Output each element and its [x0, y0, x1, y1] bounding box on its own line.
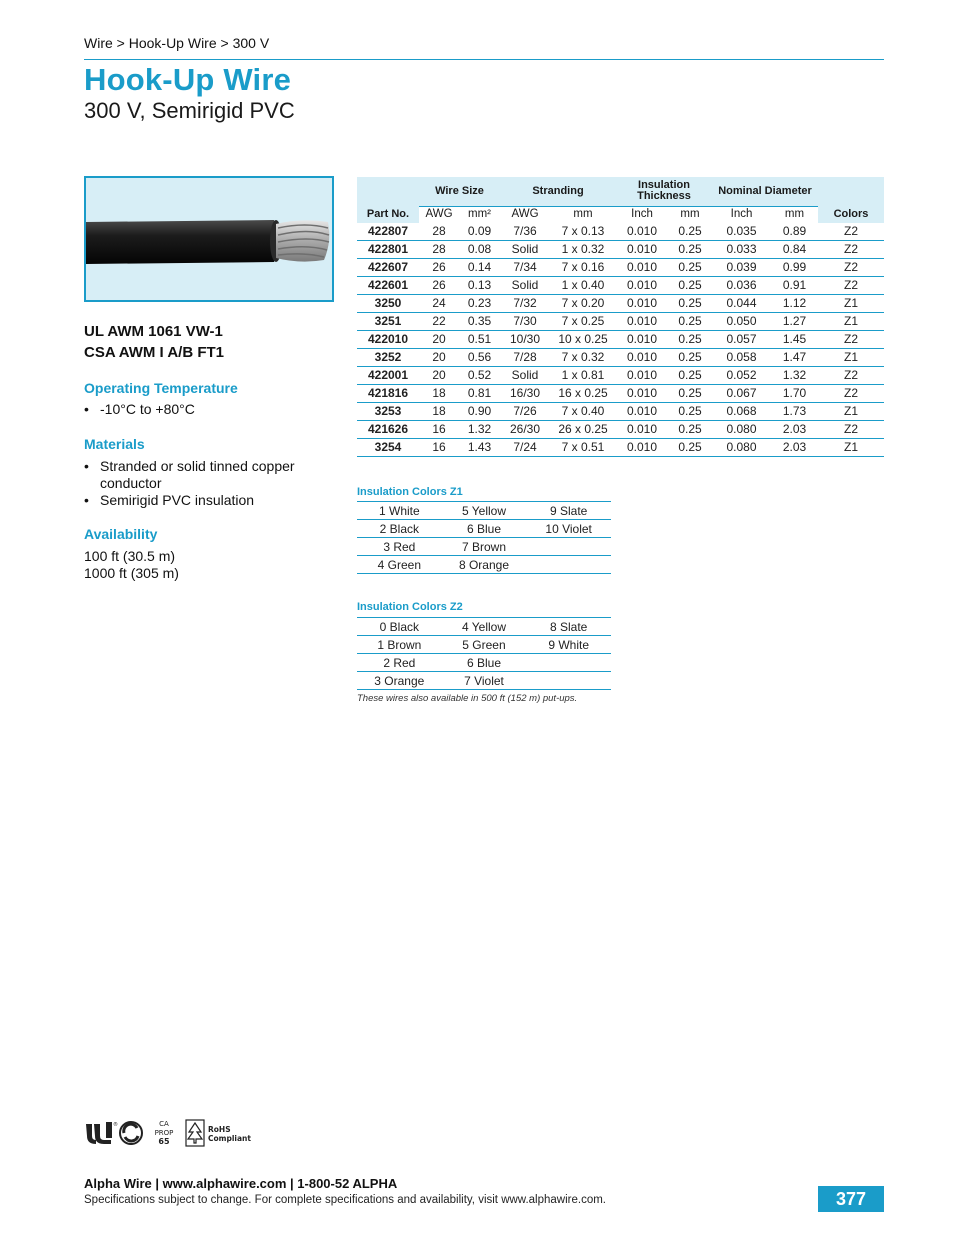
table-cell: 7/30 — [500, 312, 550, 330]
color-cell: 8 Slate — [526, 618, 611, 636]
table-cell: 7 x 0.13 — [550, 223, 616, 241]
table-cell: 20 — [419, 366, 459, 384]
table-cell: 10 x 0.25 — [550, 330, 616, 348]
table-cell: 0.13 — [459, 276, 500, 294]
header-nominal-diameter: Nominal Diameter — [712, 177, 818, 206]
table-cell: 0.25 — [668, 420, 712, 438]
table-cell: Z1 — [818, 438, 884, 456]
header-stranding: Stranding — [500, 177, 616, 206]
table-cell: 7/36 — [500, 223, 550, 241]
table-row — [357, 258, 884, 276]
table-cell: 0.010 — [616, 330, 668, 348]
table-cell: 0.25 — [668, 276, 712, 294]
table-cell: 0.035 — [712, 223, 771, 241]
table-cell: Z2 — [818, 330, 884, 348]
availability-heading: Availability — [84, 526, 158, 542]
table-cell: 0.25 — [668, 348, 712, 366]
availability-note: These wires also available in 500 ft (152 m) put-ups. — [357, 693, 578, 704]
table-row — [357, 538, 611, 556]
availability-line: 1000 ft (305 m) — [84, 565, 179, 581]
table-cell: 1 x 0.40 — [550, 276, 616, 294]
table-cell: 0.25 — [668, 402, 712, 420]
header-part-no: Part No. — [357, 177, 419, 223]
color-cell: 6 Blue — [442, 654, 527, 672]
table-cell: 16/30 — [500, 384, 550, 402]
table-cell: 7/28 — [500, 348, 550, 366]
color-cell: 8 Orange — [442, 556, 527, 574]
table-cell: 0.010 — [616, 240, 668, 258]
table-row — [357, 223, 884, 241]
table-cell: 0.84 — [771, 240, 818, 258]
table-cell: 0.51 — [459, 330, 500, 348]
table-cell: 0.35 — [459, 312, 500, 330]
color-cell: 2 Black — [357, 520, 442, 538]
table-cell: 0.010 — [616, 384, 668, 402]
color-cell: 1 White — [357, 502, 442, 520]
breadcrumb: Wire > Hook-Up Wire > 300 V — [84, 35, 270, 51]
table-cell: 0.25 — [668, 312, 712, 330]
color-cell — [526, 556, 611, 574]
materials-heading: Materials — [84, 436, 145, 452]
availability-list — [84, 548, 179, 582]
table-cell: 20 — [419, 330, 459, 348]
table-cell: 0.81 — [459, 384, 500, 402]
list-item: • Stranded or solid tinned copper conductor — [84, 458, 304, 492]
color-cell: 6 Blue — [442, 520, 527, 538]
table-row — [357, 294, 884, 312]
color-cell: 4 Yellow — [442, 618, 527, 636]
table-cell: 0.010 — [616, 348, 668, 366]
table-row — [357, 384, 884, 402]
part-number-cell: 3250 — [357, 294, 419, 312]
operating-temperature-heading: Operating Temperature — [84, 380, 238, 396]
table-cell: 0.052 — [712, 366, 771, 384]
table-cell: 20 — [419, 348, 459, 366]
colors-z2-table — [357, 617, 611, 690]
table-cell: 0.52 — [459, 366, 500, 384]
table-cell: 0.89 — [771, 223, 818, 241]
table-cell: 0.09 — [459, 223, 500, 241]
table-cell: 0.99 — [771, 258, 818, 276]
table-row — [357, 502, 611, 520]
csa-logo-icon — [120, 1122, 142, 1144]
colors-z2-heading: Insulation Colors Z2 — [357, 601, 463, 613]
table-cell: 0.23 — [459, 294, 500, 312]
table-cell: 0.25 — [668, 258, 712, 276]
spec-table-body — [357, 223, 884, 457]
color-cell: 3 Red — [357, 538, 442, 556]
table-cell: 16 x 0.25 — [550, 384, 616, 402]
table-row — [357, 636, 611, 654]
color-cell — [526, 654, 611, 672]
cert-ul: UL AWM 1061 VW-1 — [84, 323, 223, 340]
table-cell: 7 x 0.51 — [550, 438, 616, 456]
table-cell: 0.010 — [616, 258, 668, 276]
table-cell: Z2 — [818, 258, 884, 276]
table-cell: 2.03 — [771, 438, 818, 456]
color-cell: 7 Brown — [442, 538, 527, 556]
color-cell: 5 Green — [442, 636, 527, 654]
table-cell: 7 x 0.40 — [550, 402, 616, 420]
table-cell: Z2 — [818, 223, 884, 241]
ca-prop-text: PROP — [154, 1129, 174, 1137]
table-cell: 0.050 — [712, 312, 771, 330]
color-cell: 7 Violet — [442, 672, 527, 690]
part-number-cell: 422607 — [357, 258, 419, 276]
availability-line: 100 ft (30.5 m) — [84, 548, 176, 564]
table-row — [357, 520, 611, 538]
table-cell: Z2 — [818, 276, 884, 294]
table-cell: Z2 — [818, 384, 884, 402]
footer-contact: Alpha Wire | www.alphawire.com | 1-800-52 ALPHA — [84, 1176, 398, 1191]
table-cell: 0.010 — [616, 276, 668, 294]
color-cell — [526, 672, 611, 690]
table-cell: 7 x 0.16 — [550, 258, 616, 276]
unit-mm: mm — [771, 206, 818, 223]
table-cell: 0.14 — [459, 258, 500, 276]
page-subtitle: 300 V, Semirigid PVC — [84, 98, 295, 123]
table-cell: 7/26 — [500, 402, 550, 420]
table-row — [357, 618, 611, 636]
table-cell: 0.25 — [668, 330, 712, 348]
cert-csa: CSA AWM I A/B FT1 — [84, 344, 224, 361]
wire-product-image — [84, 176, 334, 302]
table-cell: 1.70 — [771, 384, 818, 402]
table-cell: 0.036 — [712, 276, 771, 294]
list-item: • Semirigid PVC insulation — [84, 492, 304, 509]
table-cell: 7 x 0.25 — [550, 312, 616, 330]
table-cell: 16 — [419, 438, 459, 456]
table-cell: 26/30 — [500, 420, 550, 438]
table-row — [357, 366, 884, 384]
table-cell: 22 — [419, 312, 459, 330]
table-cell: 0.068 — [712, 402, 771, 420]
part-number-cell: 3253 — [357, 402, 419, 420]
table-cell: 28 — [419, 223, 459, 241]
table-row — [357, 654, 611, 672]
table-cell: 0.067 — [712, 384, 771, 402]
unit-inch: Inch — [712, 206, 771, 223]
part-number-cell: 422010 — [357, 330, 419, 348]
table-cell: 7 x 0.32 — [550, 348, 616, 366]
part-number-cell: 3254 — [357, 438, 419, 456]
table-row — [357, 402, 884, 420]
table-cell: 1.32 — [771, 366, 818, 384]
unit-mm: mm — [550, 206, 616, 223]
table-cell: Z2 — [818, 420, 884, 438]
part-number-cell: 422801 — [357, 240, 419, 258]
table-cell: Z1 — [818, 294, 884, 312]
header-rule — [84, 59, 884, 60]
color-cell — [526, 538, 611, 556]
table-cell: 7 x 0.20 — [550, 294, 616, 312]
list-item: • -10°C to +80°C — [84, 401, 195, 418]
table-cell: 26 — [419, 276, 459, 294]
table-cell: 26 x 0.25 — [550, 420, 616, 438]
table-cell: 0.25 — [668, 223, 712, 241]
rohs-logo-icon — [186, 1120, 251, 1146]
footer-disclaimer: Specifications subject to change. For complete specifications and availability, visit www.alphawire.com. — [84, 1194, 607, 1206]
header-wire-size: Wire Size — [419, 177, 500, 206]
table-cell: 1.73 — [771, 402, 818, 420]
table-cell: Z1 — [818, 348, 884, 366]
rohs-text: RoHS — [208, 1125, 231, 1134]
table-row — [357, 330, 884, 348]
table-cell: 0.25 — [668, 438, 712, 456]
unit-inch: Inch — [616, 206, 668, 223]
table-cell: 0.010 — [616, 402, 668, 420]
certifications — [84, 321, 224, 363]
table-cell: 0.057 — [712, 330, 771, 348]
table-cell: 24 — [419, 294, 459, 312]
table-cell: 0.010 — [616, 438, 668, 456]
table-cell: Solid — [500, 366, 550, 384]
color-cell: 1 Brown — [357, 636, 442, 654]
table-cell: 0.039 — [712, 258, 771, 276]
table-cell: Z2 — [818, 240, 884, 258]
table-cell: 7/24 — [500, 438, 550, 456]
svg-text:®: ® — [113, 1122, 118, 1128]
table-cell: Solid — [500, 276, 550, 294]
table-cell: 1 x 0.81 — [550, 366, 616, 384]
color-cell: 10 Violet — [526, 520, 611, 538]
table-cell: Solid — [500, 240, 550, 258]
table-cell: 1.12 — [771, 294, 818, 312]
color-cell: 2 Red — [357, 654, 442, 672]
table-cell: Z2 — [818, 366, 884, 384]
unit-mm2: mm² — [459, 206, 500, 223]
table-cell: 2.03 — [771, 420, 818, 438]
table-cell: 0.010 — [616, 312, 668, 330]
table-cell: 0.25 — [668, 240, 712, 258]
table-cell: 0.033 — [712, 240, 771, 258]
unit-awg: AWG — [419, 206, 459, 223]
table-row — [357, 438, 884, 456]
part-number-cell: 422601 — [357, 276, 419, 294]
table-cell: 1.43 — [459, 438, 500, 456]
table-cell: Z1 — [818, 312, 884, 330]
table-row — [357, 276, 884, 294]
table-row — [357, 556, 611, 574]
wire-illustration — [86, 178, 332, 300]
table-row — [357, 348, 884, 366]
table-cell: 0.010 — [616, 420, 668, 438]
table-cell: 1.27 — [771, 312, 818, 330]
table-cell: 0.25 — [668, 366, 712, 384]
spec-table — [357, 177, 884, 457]
colors-z1-table — [357, 501, 611, 574]
table-cell: 0.25 — [668, 384, 712, 402]
ca-prop-text: 65 — [158, 1137, 170, 1146]
table-cell: 0.08 — [459, 240, 500, 258]
page-number: 377 — [818, 1186, 884, 1212]
certification-logos — [84, 1116, 254, 1150]
materials-list — [84, 458, 304, 509]
table-cell: 0.25 — [668, 294, 712, 312]
table-cell: 0.058 — [712, 348, 771, 366]
table-row — [357, 240, 884, 258]
color-cell: 4 Green — [357, 556, 442, 574]
ca-prop-text: CA — [159, 1120, 169, 1128]
part-number-cell: 422001 — [357, 366, 419, 384]
table-row — [357, 672, 611, 690]
part-number-cell: 3251 — [357, 312, 419, 330]
operating-temperature-list — [84, 401, 195, 418]
color-cell: 9 White — [526, 636, 611, 654]
unit-mm: mm — [668, 206, 712, 223]
table-cell: 0.010 — [616, 294, 668, 312]
page-title: Hook-Up Wire — [84, 62, 292, 97]
table-cell: 18 — [419, 384, 459, 402]
color-cell: 9 Slate — [526, 502, 611, 520]
color-cell: 3 Orange — [357, 672, 442, 690]
table-cell: 16 — [419, 420, 459, 438]
unit-awg: AWG — [500, 206, 550, 223]
logo-strip — [84, 1116, 254, 1150]
rohs-text: Compliant — [208, 1134, 251, 1143]
table-cell: 7/34 — [500, 258, 550, 276]
table-cell: 28 — [419, 240, 459, 258]
table-cell: 10/30 — [500, 330, 550, 348]
table-cell: 0.91 — [771, 276, 818, 294]
part-number-cell: 422807 — [357, 223, 419, 241]
table-cell: 18 — [419, 402, 459, 420]
part-number-cell: 421816 — [357, 384, 419, 402]
color-cell: 0 Black — [357, 618, 442, 636]
part-number-cell: 3252 — [357, 348, 419, 366]
table-cell: 0.080 — [712, 420, 771, 438]
table-cell: 1 x 0.32 — [550, 240, 616, 258]
color-cell: 5 Yellow — [442, 502, 527, 520]
colors-z1-heading: Insulation Colors Z1 — [357, 486, 463, 498]
table-cell: 1.45 — [771, 330, 818, 348]
table-cell: 0.044 — [712, 294, 771, 312]
table-cell: 26 — [419, 258, 459, 276]
part-number-cell: 421626 — [357, 420, 419, 438]
table-row — [357, 312, 884, 330]
table-cell: 0.56 — [459, 348, 500, 366]
table-cell: Z1 — [818, 402, 884, 420]
table-cell: 0.010 — [616, 223, 668, 241]
ul-logo-icon — [86, 1121, 118, 1144]
ca-prop-65-icon — [155, 1120, 174, 1146]
table-cell: 0.080 — [712, 438, 771, 456]
table-cell: 7/32 — [500, 294, 550, 312]
table-cell: 0.010 — [616, 366, 668, 384]
header-colors: Colors — [818, 177, 884, 223]
header-insulation-thickness: Insulation Thickness — [616, 177, 712, 206]
table-cell: 1.47 — [771, 348, 818, 366]
table-row — [357, 420, 884, 438]
table-cell: 1.32 — [459, 420, 500, 438]
table-cell: 0.90 — [459, 402, 500, 420]
